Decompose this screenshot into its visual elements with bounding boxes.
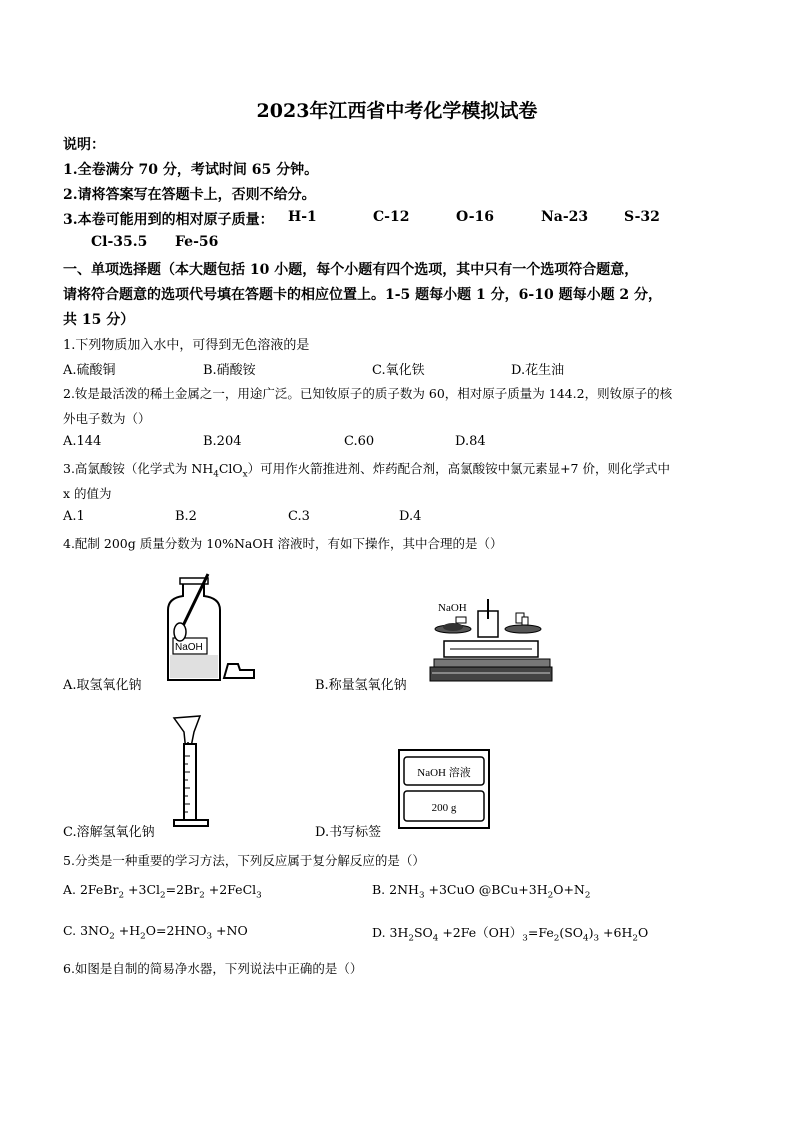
note-1: 1.全卷满分 70 分，考试时间 65 分钟。 — [63, 162, 319, 178]
notes-heading: 说明： — [63, 137, 105, 153]
q4-option-b: B.称量氢氧化钠 — [315, 678, 407, 693]
question-2-stem-cont: 外电子数为（） — [63, 411, 151, 426]
section-instructions: 请将符合题意的选项代号填在答题卡的相应位置上。1-5 题每小题 1 分，6-10 题每小题 2 分， — [63, 287, 663, 303]
q2-option-a: A.144 — [63, 434, 102, 449]
page-title: 2023年江西省中考化学模拟试卷 — [256, 100, 538, 122]
label-mass: 200 g — [431, 802, 457, 814]
question-1-stem: 1.下列物质加入水中，可得到无色溶液的是 — [63, 338, 310, 353]
atomic-mass: Na-23 — [541, 209, 589, 225]
note-3-prefix: 3.本卷可能用到的相对原子质量： — [63, 212, 274, 228]
q5-option-a: A. 2FeBr$_2$ $+3Cl_2=2Br_2$ +2FeCl$_3$ — [63, 882, 262, 901]
bottle-label: NaOH — [175, 642, 203, 653]
atomic-mass: S-32 — [624, 209, 660, 225]
q2-option-d: D.84 — [455, 434, 486, 449]
q4-option-c: C.溶解氢氧化钠 — [63, 825, 155, 840]
q5-option-b: B. $2NH_3 +3CuO$ $@BCu+3H_2O+N_2$ — [372, 882, 591, 901]
section-instructions: 一、单项选择题（本大题包括 10 小题，每个小题有四个选项，其中只有一个选项符合题意， — [63, 262, 639, 278]
q1-option-a: A.硫酸铜 — [63, 363, 116, 378]
label-card-figure — [398, 749, 490, 829]
atomic-mass: H-1 — [288, 209, 317, 225]
section-instructions: 共 15 分） — [63, 312, 135, 328]
q3-option-c: C.3 — [288, 509, 310, 524]
q5-option-c: C. $3NO_2 +H_2O=2HNO_3 +NO$ — [63, 923, 248, 942]
q3-option-d: D.4 — [399, 509, 422, 524]
question-3-stem: 3.高氯酸铵（化学式为 $NH_4ClO_x$）可用作火箭推进剂、炸药配合剂，高氯酸铵中氯元素显+7 价，则化学式中 — [63, 461, 670, 480]
question-3-stem-cont: x 的值为 — [63, 486, 112, 501]
balance-label: NaOH — [438, 602, 467, 614]
q1-option-c: C.氧化铁 — [372, 363, 425, 378]
question-5-stem: 5.分类是一种重要的学习方法，下列反应属于复分解反应的是（） — [63, 853, 425, 868]
q2-option-c: C.60 — [344, 434, 375, 449]
q1-option-d: D.花生油 — [511, 363, 565, 378]
q4-option-d: D.书写标签 — [315, 825, 382, 840]
q5-option-d: D. $3H_2SO_4 +2Fe(OH)_3=Fe_2(SO_4)_3 +6H_2O$ — [372, 925, 649, 944]
label-solution-name: NaOH 溶液 — [417, 767, 471, 779]
atomic-mass: Fe-56 — [175, 234, 219, 250]
q3-option-b: B.2 — [175, 509, 197, 524]
question-6-stem: 6.如图是自制的简易净水器，下列说法中正确的是（） — [63, 961, 363, 976]
atomic-mass: C-12 — [373, 209, 410, 225]
q4-option-a: A.取氢氧化钠 — [63, 678, 142, 693]
q2-option-b: B.204 — [203, 434, 242, 449]
question-4-stem: 4.配制 200g 质量分数为 10%NaOH 溶液时，有如下操作，其中合理的是（） — [63, 536, 503, 551]
q3-option-a: A.1 — [63, 509, 85, 524]
balance-figure — [428, 597, 553, 689]
reagent-bottle-figure — [158, 570, 258, 685]
atomic-mass: O-16 — [456, 209, 495, 225]
question-2-stem: 2.钕是最活泼的稀土金属之一，用途广泛。已知钕原子的质子数为 60，相对原子质量为 144.2，则钕原子的核 — [63, 386, 673, 401]
note-2: 2.请将答案写在答题卡上，否则不给分。 — [63, 187, 316, 203]
q1-option-b: B.硝酸铵 — [203, 363, 256, 378]
graduated-cylinder-figure — [160, 712, 220, 832]
atomic-mass: Cl-35.5 — [91, 234, 148, 250]
